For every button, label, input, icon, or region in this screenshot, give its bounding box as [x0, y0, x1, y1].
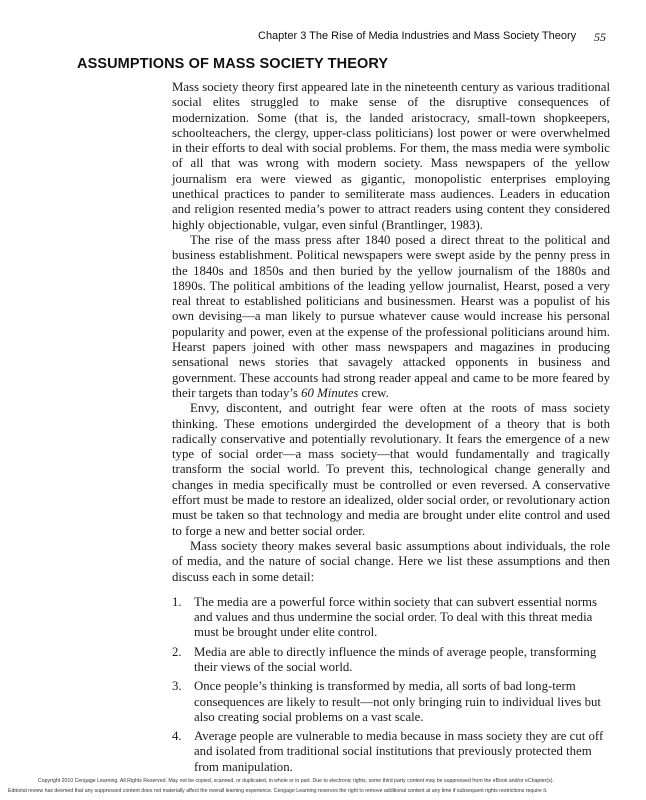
paragraph-4: Mass society theory makes several basic assumptions about individuals, the role of media, and the nature of social change. Here we list these assumptions and then discuss each in some detail:	[172, 538, 610, 584]
editorial-notice: Editorial review has deemed that any suppressed content does not materially affect the overall learning experience. Cengage Learning reserves the right to remove additional content at any time if subsequent rights restrictions require it.	[8, 788, 548, 794]
page-number: 55	[594, 30, 606, 44]
body-text	[172, 80, 610, 779]
section-heading: ASSUMPTIONS OF MASS SOCIETY THEORY	[77, 56, 389, 72]
paragraph-2-text: The rise of the mass press after 1840 posed a direct threat to the political and business establishment. Political newspapers were swept aside by the penny press in the 1840s and 1850s and then buried by the yellow journalism of the 1880s and 1890s. The political ambitions of the leading yellow journalist, Hearst, posed a very real threat to established politicians and businessmen. Hearst was a populist of his own devising—a man likely to pursue whatever cause would increase his personal popularity and power, even at the expense of the professional politicians around him. Hearst papers joined with other mass newspapers and magazines in producing sensational news stories that savagely attacked opponents in business and government. These accounts had strong reader appeal and came to be more feared by their targets than today’s	[172, 232, 610, 400]
list-item-number: 1.	[172, 594, 182, 609]
list-item-text: The media are a powerful force within society that can subvert essential norms and values and thus undermine the social order. To deal with this threat media must be brought under elite control.	[194, 594, 597, 640]
list-item-number: 4.	[172, 729, 182, 744]
chapter-title: Chapter 3 The Rise of Media Industries and Mass Society Theory	[258, 30, 577, 42]
list-item-text: Media are able to directly influence the minds of average people, transforming their views of the social world.	[194, 644, 597, 674]
paragraph-2-end: crew.	[358, 385, 389, 400]
list-item	[172, 595, 610, 641]
list-item-number: 2.	[172, 644, 182, 659]
list-item-text: Once people’s thinking is transformed by media, all sorts of bad long-term consequences are likely to result—not only bringing ruin to individual lives but also creating social problems on a vast scale.	[194, 679, 601, 724]
paragraph-3: Envy, discontent, and outright fear were often at the roots of mass society thinking. These emotions undergirded the development of a theory that is both radically conservative and potentially revolutionary. It fears the emergence of a new type of social order—a mass society—that would fundamentally and tragically transform the social world. To prevent this, technological change generally and changes in media specifically must be controlled or even reversed. A conservative effort must be made to restore an idealized, older social order, or revolutionary action must be taken so that technology and media are brought under elite control and used to forge a new and better social order.	[172, 401, 610, 538]
assumptions-list	[172, 595, 610, 775]
list-item-text: Average people are vulnerable to media because in mass society they are cut off and isolated from traditional social institutions that previously protected them from manipulation.	[194, 729, 604, 774]
paragraph-2	[172, 233, 610, 401]
paragraph-1: Mass society theory first appeared late in the nineteenth century as various traditional social elites struggled to make sense of the disruptive consequences of modernization. Some (that is, the landed aristocracy, small-town shopkeepers, schoolteachers, the clergy, upper-class politicians) lost power or were overwhelmed in their efforts to deal with social problems. For them, the mass media were symbolic of all that was wrong with modern society. Mass newspapers of the yellow journalism era were viewed as gigantic, monopolistic enterprises employing unethical practices to pander to semiliterate mass audiences. Leaders in education and religion resented media’s power to attract readers using content they considered highly objectionable, vulgar, even sinful (Brantlinger, 1983).	[172, 80, 610, 232]
list-item	[172, 679, 610, 725]
list-item	[172, 729, 610, 775]
copyright-notice: Copyright 2010 Cengage Learning. All Rights Reserved. May not be copied, scanned, or duplicated, in whole or in part. Due to electronic rights, some third party content may be suppressed from the eBook and/or eChapter(s).	[38, 778, 554, 784]
list-item-number: 3.	[172, 679, 182, 694]
list-item	[172, 645, 610, 676]
running-head	[258, 30, 606, 42]
program-title: 60 Minutes	[301, 385, 359, 400]
